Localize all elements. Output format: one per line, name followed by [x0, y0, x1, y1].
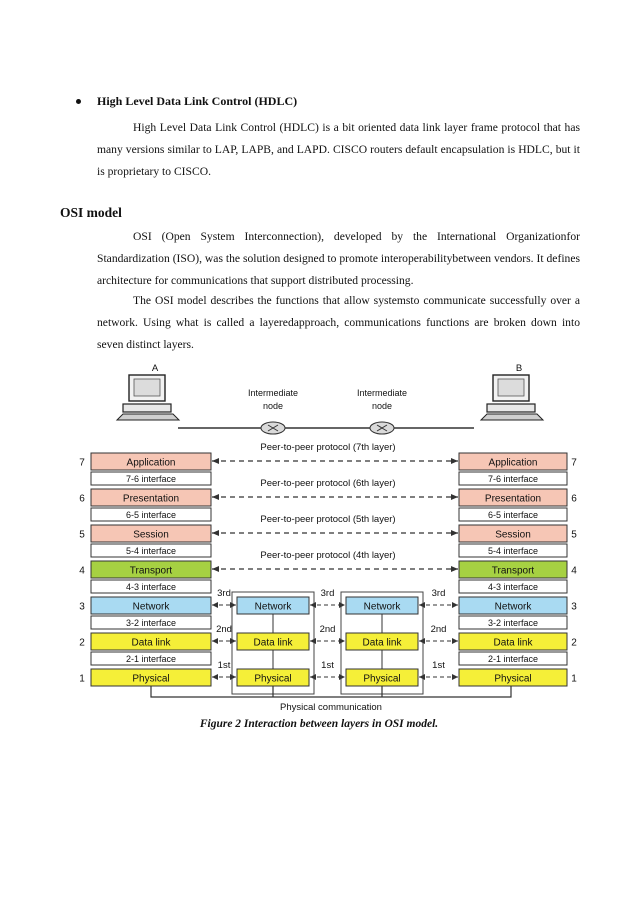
layer-number-right: 6	[571, 493, 577, 505]
hop-label: 1st	[432, 660, 445, 671]
hop-label: 3rd	[431, 588, 446, 599]
layer-number-left: 3	[79, 601, 85, 613]
interface-label-a: 3-2 interface	[125, 618, 177, 628]
layer-number-left: 7	[79, 457, 85, 469]
layer-number-left: 5	[79, 529, 85, 541]
layer-number-right: 3	[571, 601, 577, 613]
monitor-screen	[498, 379, 524, 396]
layer-label-network-node2: Network	[363, 601, 401, 613]
layer-number-left: 6	[79, 493, 85, 505]
hdlc-heading: High Level Data Link Control (HDLC)	[97, 94, 298, 108]
hdlc-paragraph: High Level Data Link Control (HDLC) is a bit oriented data link layer frame protocol that has many versions similar to LAP, LAPB, and LAPD. CISCO routers default encapsulation is HDLC, but it is proprietary to CISCO.	[97, 121, 580, 178]
layer-label-data-link-b: Data link	[493, 637, 533, 649]
layer-number-right: 5	[571, 529, 577, 541]
hop-label: 2nd	[430, 624, 447, 635]
hop-label: 3rd	[320, 588, 335, 599]
interface-label-b: 4-3 interface	[487, 582, 539, 592]
intermediate-label-right: Intermediate	[356, 388, 408, 398]
osi-heading: OSI model	[60, 205, 122, 220]
layer-label-session-a: Session	[133, 529, 169, 541]
layer-label-physical-b: Physical	[494, 673, 532, 685]
layer-number-right: 1	[571, 673, 577, 685]
hop-label: 2nd	[319, 624, 336, 635]
interface-label-a: 5-4 interface	[125, 546, 177, 556]
layer-label-presentation-a: Presentation	[122, 493, 180, 505]
layer-label-data-link-node1: Data link	[253, 637, 293, 649]
layer-label-physical-node1: Physical	[254, 673, 292, 685]
osi-paragraph-2: The OSI model describes the functions that allow systemsto communicate successfully over a network. Using what is called a layeredapproach, communications functions are broken down into seven distinct layers.	[97, 294, 580, 351]
layer-label-transport-a: Transport	[129, 565, 173, 577]
peer-protocol-label: Peer-to-peer protocol (7th layer)	[260, 442, 396, 453]
hop-label: 2nd	[216, 624, 232, 635]
interface-label-b: 2-1 interface	[487, 654, 539, 664]
layer-number-left: 1	[79, 673, 85, 685]
layer-number-right: 2	[571, 637, 577, 649]
peer-protocol-label: Peer-to-peer protocol (5th layer)	[260, 514, 396, 525]
layer-label-session-b: Session	[495, 529, 531, 541]
layer-label-network-a: Network	[132, 601, 170, 613]
layer-number-left: 4	[79, 565, 85, 577]
layer-label-transport-b: Transport	[491, 565, 535, 577]
hop-label: 1st	[321, 660, 334, 671]
interface-label-a: 2-1 interface	[125, 654, 177, 664]
interface-label-b: 3-2 interface	[487, 618, 539, 628]
layer-number-right: 4	[571, 565, 577, 577]
layer-label-physical-a: Physical	[132, 673, 170, 685]
physical-communication-label: Physical communication	[280, 702, 382, 713]
monitor-screen	[134, 379, 160, 396]
intermediate-label-node-left: node	[262, 401, 284, 411]
layer-number-right: 7	[571, 457, 577, 469]
peer-protocol-label: Peer-to-peer protocol (4th layer)	[260, 550, 396, 561]
cpu-case	[487, 404, 535, 412]
interface-label-a: 4-3 interface	[125, 582, 177, 592]
layer-label-network-b: Network	[494, 601, 532, 613]
osi-paragraph-1: OSI (Open System Interconnection), developed by the International Organizationfor Standardization (ISO), was the solution designed to promote interoperabilitybetween vendors. It defines architecture for communications that support distributed processing.	[97, 230, 580, 287]
layer-label-data-link-a: Data link	[131, 637, 171, 649]
layer-number-left: 2	[79, 637, 85, 649]
keyboard-icon	[481, 414, 543, 420]
hop-label: 1st	[217, 660, 231, 671]
interface-label-a: 6-5 interface	[125, 510, 177, 520]
intermediate-label-node-right: node	[371, 401, 393, 411]
interface-label-b: 5-4 interface	[487, 546, 539, 556]
layer-label-data-link-node2: Data link	[362, 637, 402, 649]
layer-label-network-node1: Network	[254, 601, 292, 613]
hop-label: 3rd	[217, 588, 231, 599]
intermediate-label-left: Intermediate	[247, 388, 299, 398]
layer-label-application-a: Application	[126, 457, 176, 469]
keyboard-icon	[117, 414, 179, 420]
layer-label-application-b: Application	[488, 457, 538, 469]
peer-protocol-label: Peer-to-peer protocol (6th layer)	[260, 478, 396, 489]
layer-label-presentation-b: Presentation	[484, 493, 542, 505]
layer-label-physical-node2: Physical	[363, 673, 401, 685]
host-label-b: B	[515, 363, 523, 374]
interface-label-b: 7-6 interface	[487, 474, 539, 484]
figure-caption: Figure 2 Interaction between layers in OSI model.	[199, 718, 439, 730]
host-label-a: A	[151, 363, 159, 374]
interface-label-a: 7-6 interface	[125, 474, 177, 484]
cpu-case	[123, 404, 171, 412]
interface-label-b: 6-5 interface	[487, 510, 539, 520]
